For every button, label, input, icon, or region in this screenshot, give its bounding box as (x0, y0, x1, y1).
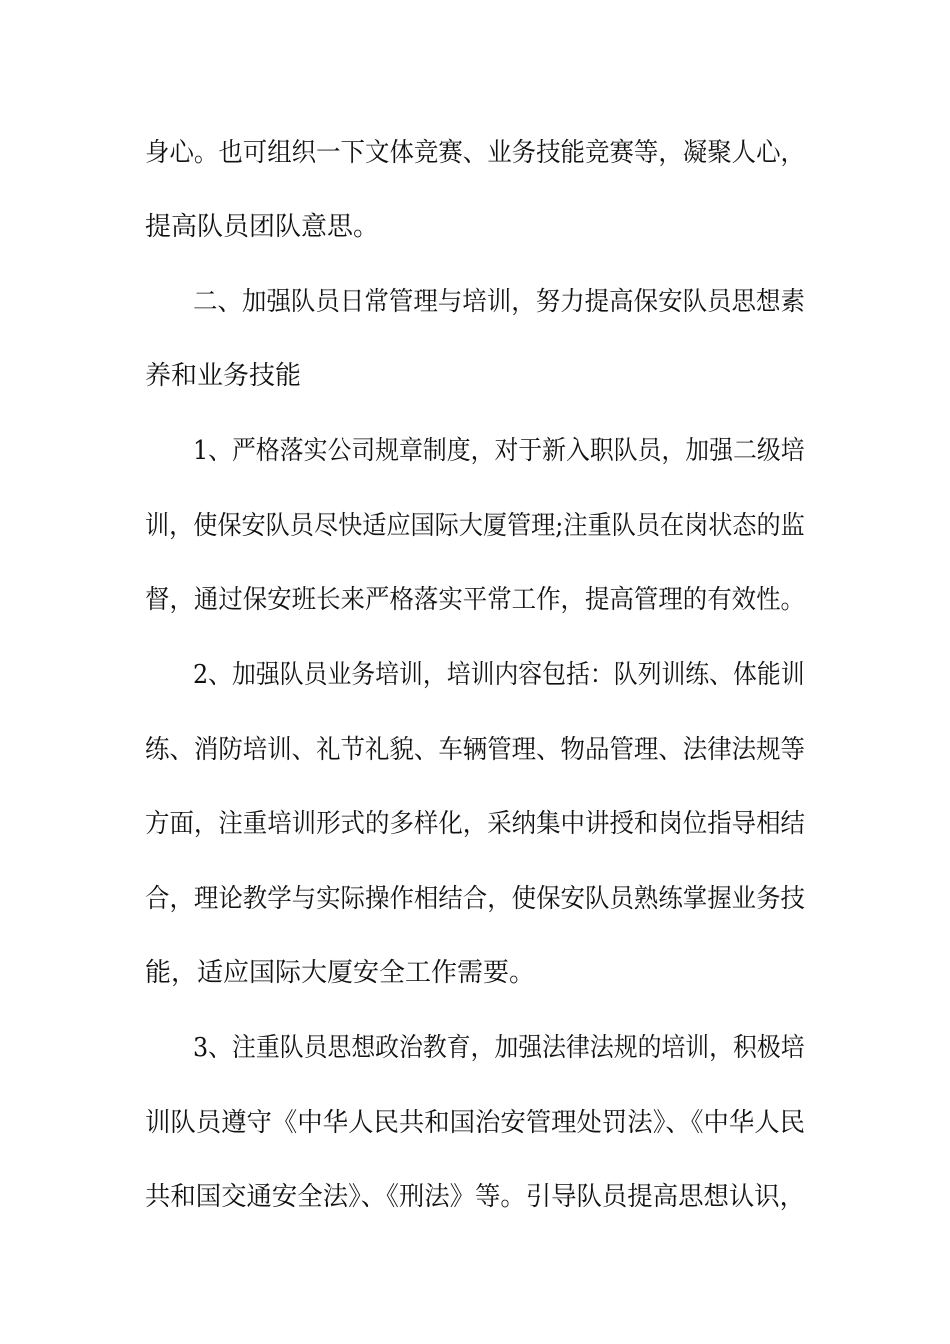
list-item-line: 合，理论教学与实际操作相结合，使保安队员熟练掌握业务技 (145, 884, 806, 914)
list-item-line: 1、严格落实公司规章制度，对于新入职队员，加强二级培 (193, 436, 805, 466)
list-item-line: 训队员遵守《中华人民共和国治安管理处罚法》、《中华人民 (145, 1108, 806, 1138)
list-item-line: 方面，注重培训形式的多样化，采纳集中讲授和岗位指导相结 (145, 809, 806, 839)
list-item-line: 能，适应国际大厦安全工作需要。 (145, 958, 536, 988)
list-item-line: 练、消防培训、礼节礼貌、车辆管理、物品管理、法律法规等 (145, 735, 806, 765)
list-item-line: 3、注重队员思想政治教育，加强法律法规的培训，积极培 (193, 1033, 805, 1063)
section-heading-line: 养和业务技能 (145, 361, 302, 391)
paragraph-line: 身心。也可组织一下文体竞赛、业务技能竞赛等，凝聚人心， (145, 138, 806, 168)
list-item-line: 共和国交通安全法》、《刑法》等。引导队员提高思想认识， (145, 1182, 806, 1212)
list-item-line: 训，使保安队员尽快适应国际大厦管理;注重队员在岗状态的监 (145, 511, 805, 541)
list-item-line: 督，通过保安班长来严格落实平常工作，提高管理的有效性。 (145, 585, 806, 615)
list-item-line: 2、加强队员业务培训，培训内容包括：队列训练、体能训 (193, 660, 805, 690)
section-heading-line: 二、加强队员日常管理与培训，努力提高保安队员思想素 (193, 287, 806, 317)
paragraph-line: 提高队员团队意思。 (145, 212, 380, 242)
